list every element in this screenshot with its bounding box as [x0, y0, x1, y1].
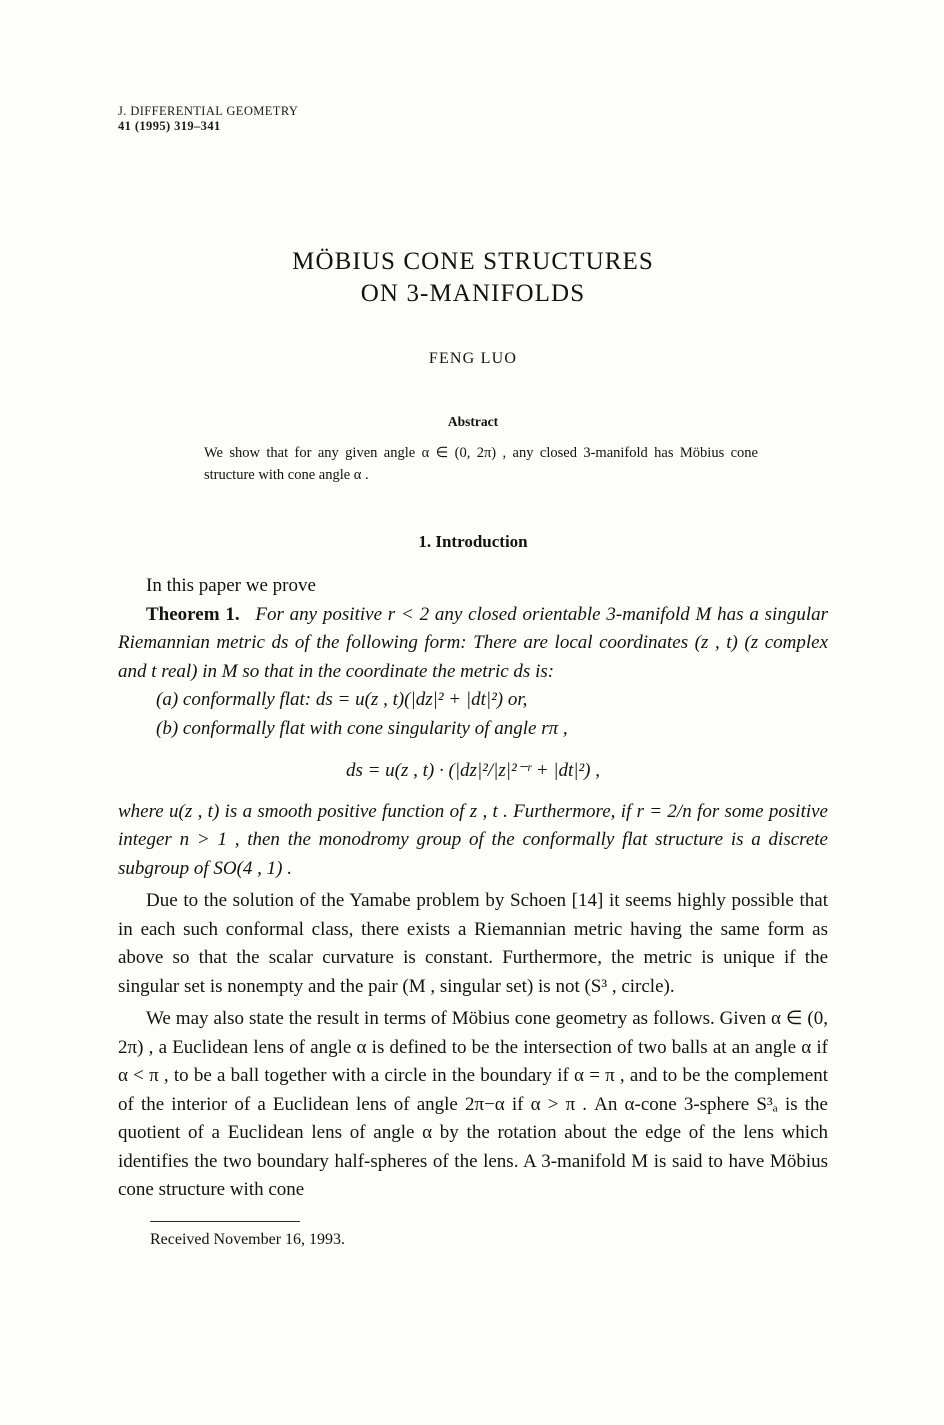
- journal-volume-pages: 41 (1995) 319–341: [118, 119, 221, 133]
- journal-header: [118, 104, 828, 134]
- abstract-text: We show that for any given angle α ∈ (0, 2π) , any closed 3-manifold has Möbius cone structure with cone angle α .: [204, 445, 758, 483]
- theorem-item-a: (a) conformally flat: ds = u(z , t)(|dz|² + |dt|²) or,: [156, 689, 528, 710]
- title-line-2: ON 3-MANIFOLDS: [360, 280, 586, 307]
- title-line-1: MÖBIUS CONE STRUCTURES: [292, 248, 654, 275]
- theorem-1: [118, 601, 828, 687]
- paragraph-after-equation: where u(z , t) is a smooth positive function of z , t . Furthermore, if r = 2/n for some positive integer n > 1 , then the monodromy group of the conformally flat structure is a discrete subgroup of SO(4 , 1) .: [118, 800, 828, 879]
- body-text: [118, 572, 828, 1205]
- theorem-label: Theorem 1.: [146, 603, 240, 625]
- theorem-statement: For any positive r < 2 any closed orientable 3-manifold M has a singular Riemannian metric ds of the following form: There are local coordinates (z , t) (z complex and t real) in M so that in the coordinate the metric ds is:: [118, 603, 828, 682]
- footnote-divider: [150, 1221, 300, 1222]
- journal-name: J. DIFFERENTIAL GEOMETRY: [118, 104, 299, 118]
- displayed-equation: ds = u(z , t) · (|dz|²/|z|²⁻ʳ + |dt|²) ,: [345, 760, 601, 781]
- abstract-heading: Abstract: [447, 414, 499, 429]
- theorem-item-b: (b) conformally flat with cone singularity of angle rπ ,: [156, 717, 568, 739]
- paragraph-mobius-cone: We may also state the result in terms of Möbius cone geometry as follows. Given α ∈ (0, 2π) , a Euclidean lens of angle α is defined to be the intersection of two balls at an angle α if α < π , to be a ball together with a circle in the boundary if α = π , and to be the complement of the interior of a Euclidean lens of angle 2π−α if α > π . An α-cone 3-sphere S³ₐ is the quotient of a Euclidean lens of angle α by the rotation about the edge of the lens which identifies the two boundary half-spheres of the lens. A 3-manifold M is said to have Möbius cone structure with cone: [118, 1008, 828, 1200]
- page-title: [118, 246, 828, 310]
- paragraph-intro: In this paper we prove: [146, 575, 316, 596]
- paragraph-yamabe: Due to the solution of the Yamabe problem by Schoen [14] it seems highly possible that in each such conformal class, there exists a Riemannian metric having the same form as above so that the scalar curvature is constant. Furthermore, the metric is unique if the singular set is nonempty and the pair (M , singular set) is not (S³ , circle).: [118, 890, 828, 997]
- section-heading-introduction: 1. Introduction: [418, 532, 528, 551]
- footnote-received-date: Received November 16, 1993.: [150, 1230, 346, 1248]
- page-content: [118, 104, 828, 1249]
- author-name: FENG LUO: [428, 350, 518, 367]
